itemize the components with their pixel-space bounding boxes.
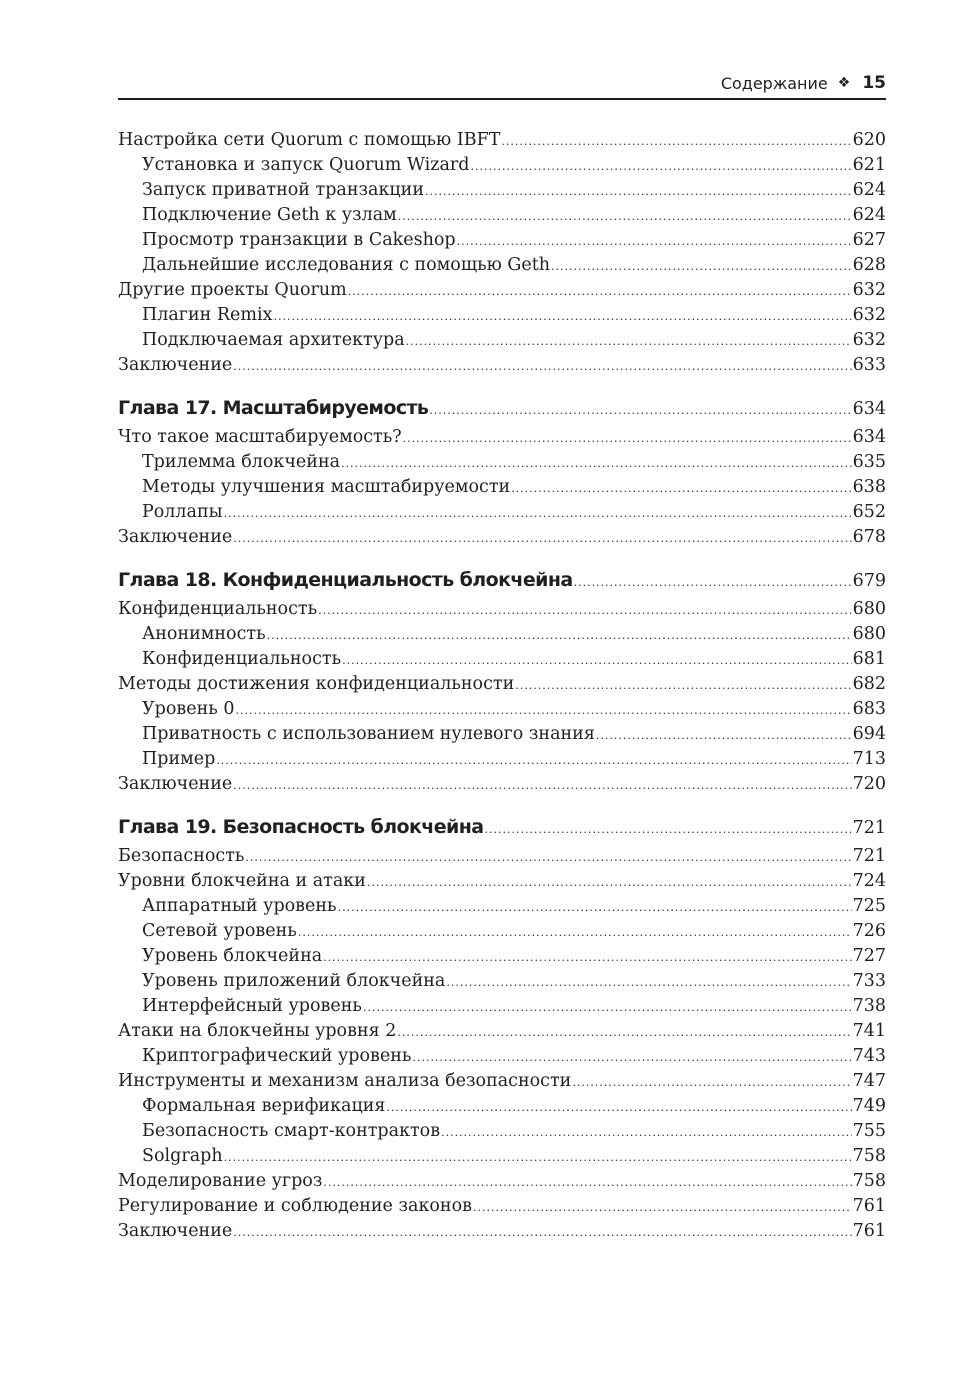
toc-subentry[interactable] bbox=[118, 1144, 886, 1169]
dot-leader bbox=[574, 568, 852, 595]
dot-leader bbox=[235, 698, 851, 722]
entry-title: Безопасность смарт-контрактов bbox=[142, 1121, 441, 1141]
entry-title: Интерфейсный уровень bbox=[142, 996, 362, 1016]
dot-leader bbox=[484, 815, 851, 842]
chapter-heading[interactable] bbox=[118, 394, 886, 423]
dot-leader bbox=[224, 501, 852, 525]
dot-leader bbox=[470, 154, 851, 178]
entry-page: 749 bbox=[852, 1096, 886, 1116]
dot-leader bbox=[363, 995, 852, 1019]
toc-entry[interactable] bbox=[118, 1194, 886, 1219]
toc-subentry[interactable] bbox=[118, 228, 886, 253]
entry-page: 652 bbox=[852, 502, 886, 522]
dot-leader bbox=[273, 304, 851, 328]
dot-leader bbox=[233, 1220, 851, 1244]
dot-leader bbox=[441, 1120, 852, 1144]
chapter-heading[interactable] bbox=[118, 566, 886, 595]
toc-entry[interactable] bbox=[118, 353, 886, 378]
toc-entry[interactable] bbox=[118, 1019, 886, 1044]
toc-subentry[interactable] bbox=[118, 1119, 886, 1144]
dot-leader bbox=[323, 1170, 851, 1194]
toc-entry[interactable] bbox=[118, 525, 886, 550]
toc-entry[interactable] bbox=[118, 869, 886, 894]
entry-page: 680 bbox=[852, 599, 886, 619]
entry-title: Уровень блокчейна bbox=[142, 946, 323, 966]
toc-subentry[interactable] bbox=[118, 722, 886, 747]
entry-page: 680 bbox=[852, 624, 886, 644]
dot-leader bbox=[245, 845, 851, 869]
entry-title: Моделирование угроз bbox=[118, 1171, 323, 1191]
entry-title: Заключение bbox=[118, 774, 233, 794]
entry-page: 632 bbox=[852, 280, 886, 300]
dot-leader bbox=[338, 895, 852, 919]
dot-leader bbox=[342, 648, 851, 672]
entry-title: Регулирование и соблюдение законов bbox=[118, 1196, 472, 1216]
dot-leader bbox=[233, 354, 851, 378]
toc-entry[interactable] bbox=[118, 425, 886, 450]
toc-subentry[interactable] bbox=[118, 475, 886, 500]
toc-section bbox=[118, 566, 886, 797]
entry-page: 694 bbox=[852, 724, 886, 744]
chapter-title: Глава 19. Безопасность блокчейна bbox=[118, 816, 484, 838]
dot-leader bbox=[501, 129, 851, 153]
chapter-page: 679 bbox=[852, 571, 886, 591]
entry-page: 635 bbox=[852, 452, 886, 472]
toc-subentry[interactable] bbox=[118, 994, 886, 1019]
entry-page: 621 bbox=[852, 155, 886, 175]
entry-title: Пример bbox=[142, 749, 216, 769]
entry-page: 743 bbox=[852, 1046, 886, 1066]
entry-title: Уровни блокчейна и атаки bbox=[118, 871, 366, 891]
entry-page: 620 bbox=[852, 130, 886, 150]
entry-title: Инструменты и механизм анализа безопасности bbox=[118, 1071, 572, 1091]
dot-leader bbox=[457, 229, 852, 253]
dot-leader bbox=[298, 920, 852, 944]
dot-leader bbox=[323, 945, 851, 969]
toc-subentry[interactable] bbox=[118, 303, 886, 328]
entry-title: Solgraph bbox=[142, 1146, 223, 1166]
running-header bbox=[118, 68, 886, 100]
dot-leader bbox=[572, 1070, 851, 1094]
entry-page: 628 bbox=[852, 255, 886, 275]
toc-section bbox=[118, 128, 886, 378]
entry-page: 627 bbox=[852, 230, 886, 250]
chapter-page: 721 bbox=[852, 818, 886, 838]
toc-subentry[interactable] bbox=[118, 944, 886, 969]
page-number: 15 bbox=[862, 73, 886, 93]
dot-leader bbox=[473, 1195, 852, 1219]
entry-title: Конфиденциальность bbox=[142, 649, 342, 669]
toc-subentry[interactable] bbox=[118, 894, 886, 919]
toc-entry[interactable] bbox=[118, 1169, 886, 1194]
entry-page: 741 bbox=[852, 1021, 886, 1041]
entry-title: Просмотр транзакции в Cakeshop bbox=[142, 230, 456, 250]
toc-subentry[interactable] bbox=[118, 450, 886, 475]
entry-page: 678 bbox=[852, 527, 886, 547]
entry-title: Конфиденциальность bbox=[118, 599, 318, 619]
entry-title: Криптографический уровень bbox=[142, 1046, 412, 1066]
entry-page: 638 bbox=[852, 477, 886, 497]
entry-title: Анонимность bbox=[142, 624, 266, 644]
chapter-title: Глава 17. Масштабируемость bbox=[118, 397, 429, 419]
toc-entry[interactable] bbox=[118, 597, 886, 622]
entry-page: 724 bbox=[852, 871, 886, 891]
entry-title: Методы улучшения масштабируемости bbox=[142, 477, 511, 497]
entry-page: 721 bbox=[852, 846, 886, 866]
entry-title: Уровень 0 bbox=[142, 699, 235, 719]
dot-leader bbox=[224, 1145, 852, 1169]
entry-title: Установка и запуск Quorum Wizard bbox=[142, 155, 470, 175]
toc-entry[interactable] bbox=[118, 278, 886, 303]
entry-title: Атаки на блокчейны уровня 2 bbox=[118, 1021, 397, 1041]
entry-page: 624 bbox=[852, 205, 886, 225]
toc-entry[interactable] bbox=[118, 1069, 886, 1094]
entry-page: 632 bbox=[852, 330, 886, 350]
dot-leader bbox=[267, 623, 852, 647]
dot-leader bbox=[348, 279, 852, 303]
entry-title: Другие проекты Quorum bbox=[118, 280, 347, 300]
entry-title: Приватность с использованием нулевого знания bbox=[142, 724, 595, 744]
entry-page: 624 bbox=[852, 180, 886, 200]
dot-leader bbox=[429, 396, 851, 423]
dot-leader bbox=[233, 526, 851, 550]
toc-subentry[interactable] bbox=[118, 500, 886, 525]
toc-subentry[interactable] bbox=[118, 647, 886, 672]
entry-page: 633 bbox=[852, 355, 886, 375]
toc-entry[interactable] bbox=[118, 128, 886, 153]
dot-leader bbox=[318, 598, 851, 622]
dot-leader bbox=[341, 451, 852, 475]
toc-subentry[interactable] bbox=[118, 622, 886, 647]
entry-title: Настройка сети Quorum с помощью IBFT bbox=[118, 130, 501, 150]
dot-leader bbox=[596, 723, 852, 747]
entry-page: 726 bbox=[852, 921, 886, 941]
entry-page: 738 bbox=[852, 996, 886, 1016]
toc-section bbox=[118, 394, 886, 550]
entry-page: 727 bbox=[852, 946, 886, 966]
toc-subentry[interactable] bbox=[118, 919, 886, 944]
entry-page: 681 bbox=[852, 649, 886, 669]
entry-page: 747 bbox=[852, 1071, 886, 1091]
entry-title: Дальнейшие исследования с помощью Geth bbox=[142, 255, 551, 275]
toc-subentry[interactable] bbox=[118, 1044, 886, 1069]
entry-title: Подключаемая архитектура bbox=[142, 330, 405, 350]
entry-page: 720 bbox=[852, 774, 886, 794]
entry-page: 761 bbox=[852, 1221, 886, 1241]
dot-leader bbox=[511, 476, 851, 500]
entry-title: Методы достижения конфиденциальности bbox=[118, 674, 515, 694]
chapter-page: 634 bbox=[852, 399, 886, 419]
toc-subentry[interactable] bbox=[118, 253, 886, 278]
toc-entry[interactable] bbox=[118, 772, 886, 797]
toc-subentry[interactable] bbox=[118, 969, 886, 994]
toc-subentry[interactable] bbox=[118, 747, 886, 772]
dot-leader bbox=[406, 329, 852, 353]
ornament-icon: ❖ bbox=[837, 75, 851, 91]
dot-leader bbox=[412, 1045, 851, 1069]
entry-title: Что такое масштабируемость? bbox=[118, 427, 402, 447]
table-of-contents bbox=[118, 128, 886, 1244]
toc-entry[interactable] bbox=[118, 844, 886, 869]
entry-page: 713 bbox=[852, 749, 886, 769]
entry-page: 634 bbox=[852, 427, 886, 447]
toc-subentry[interactable] bbox=[118, 328, 886, 353]
toc-entry[interactable] bbox=[118, 1219, 886, 1244]
toc-entry[interactable] bbox=[118, 672, 886, 697]
entry-title: Трилемма блокчейна bbox=[142, 452, 341, 472]
entry-title: Роллапы bbox=[142, 502, 223, 522]
entry-page: 725 bbox=[852, 896, 886, 916]
toc-section bbox=[118, 813, 886, 1244]
toc-subentry[interactable] bbox=[118, 203, 886, 228]
dot-leader bbox=[397, 1020, 851, 1044]
toc-subentry[interactable] bbox=[118, 178, 886, 203]
dot-leader bbox=[386, 1095, 851, 1119]
toc-subentry[interactable] bbox=[118, 697, 886, 722]
chapter-heading[interactable] bbox=[118, 813, 886, 842]
entry-title: Заключение bbox=[118, 1221, 233, 1241]
toc-subentry[interactable] bbox=[118, 1094, 886, 1119]
entry-page: 733 bbox=[852, 971, 886, 991]
entry-page: 761 bbox=[852, 1196, 886, 1216]
dot-leader bbox=[398, 204, 852, 228]
entry-title: Заключение bbox=[118, 355, 233, 375]
entry-page: 758 bbox=[852, 1146, 886, 1166]
entry-page: 758 bbox=[852, 1171, 886, 1191]
entry-title: Заключение bbox=[118, 527, 233, 547]
entry-title: Аппаратный уровень bbox=[142, 896, 337, 916]
dot-leader bbox=[515, 673, 851, 697]
header-title: Содержание bbox=[720, 73, 828, 93]
dot-leader bbox=[233, 773, 851, 797]
entry-title: Плагин Remix bbox=[142, 305, 273, 325]
entry-title: Подключение Geth к узлам bbox=[142, 205, 397, 225]
entry-title: Безопасность bbox=[118, 846, 245, 866]
entry-title: Формальная верификация bbox=[142, 1096, 386, 1116]
dot-leader bbox=[403, 426, 852, 450]
entry-title: Сетевой уровень bbox=[142, 921, 297, 941]
entry-page: 682 bbox=[852, 674, 886, 694]
toc-subentry[interactable] bbox=[118, 153, 886, 178]
dot-leader bbox=[367, 870, 852, 894]
entry-page: 755 bbox=[852, 1121, 886, 1141]
entry-title: Запуск приватной транзакции bbox=[142, 180, 424, 200]
chapter-title: Глава 18. Конфиденциальность блокчейна bbox=[118, 569, 573, 591]
dot-leader bbox=[216, 748, 851, 772]
entry-page: 683 bbox=[852, 699, 886, 719]
entry-title: Уровень приложений блокчейна bbox=[142, 971, 446, 991]
dot-leader bbox=[425, 179, 852, 203]
dot-leader bbox=[446, 970, 851, 994]
dot-leader bbox=[551, 254, 852, 278]
entry-page: 632 bbox=[852, 305, 886, 325]
